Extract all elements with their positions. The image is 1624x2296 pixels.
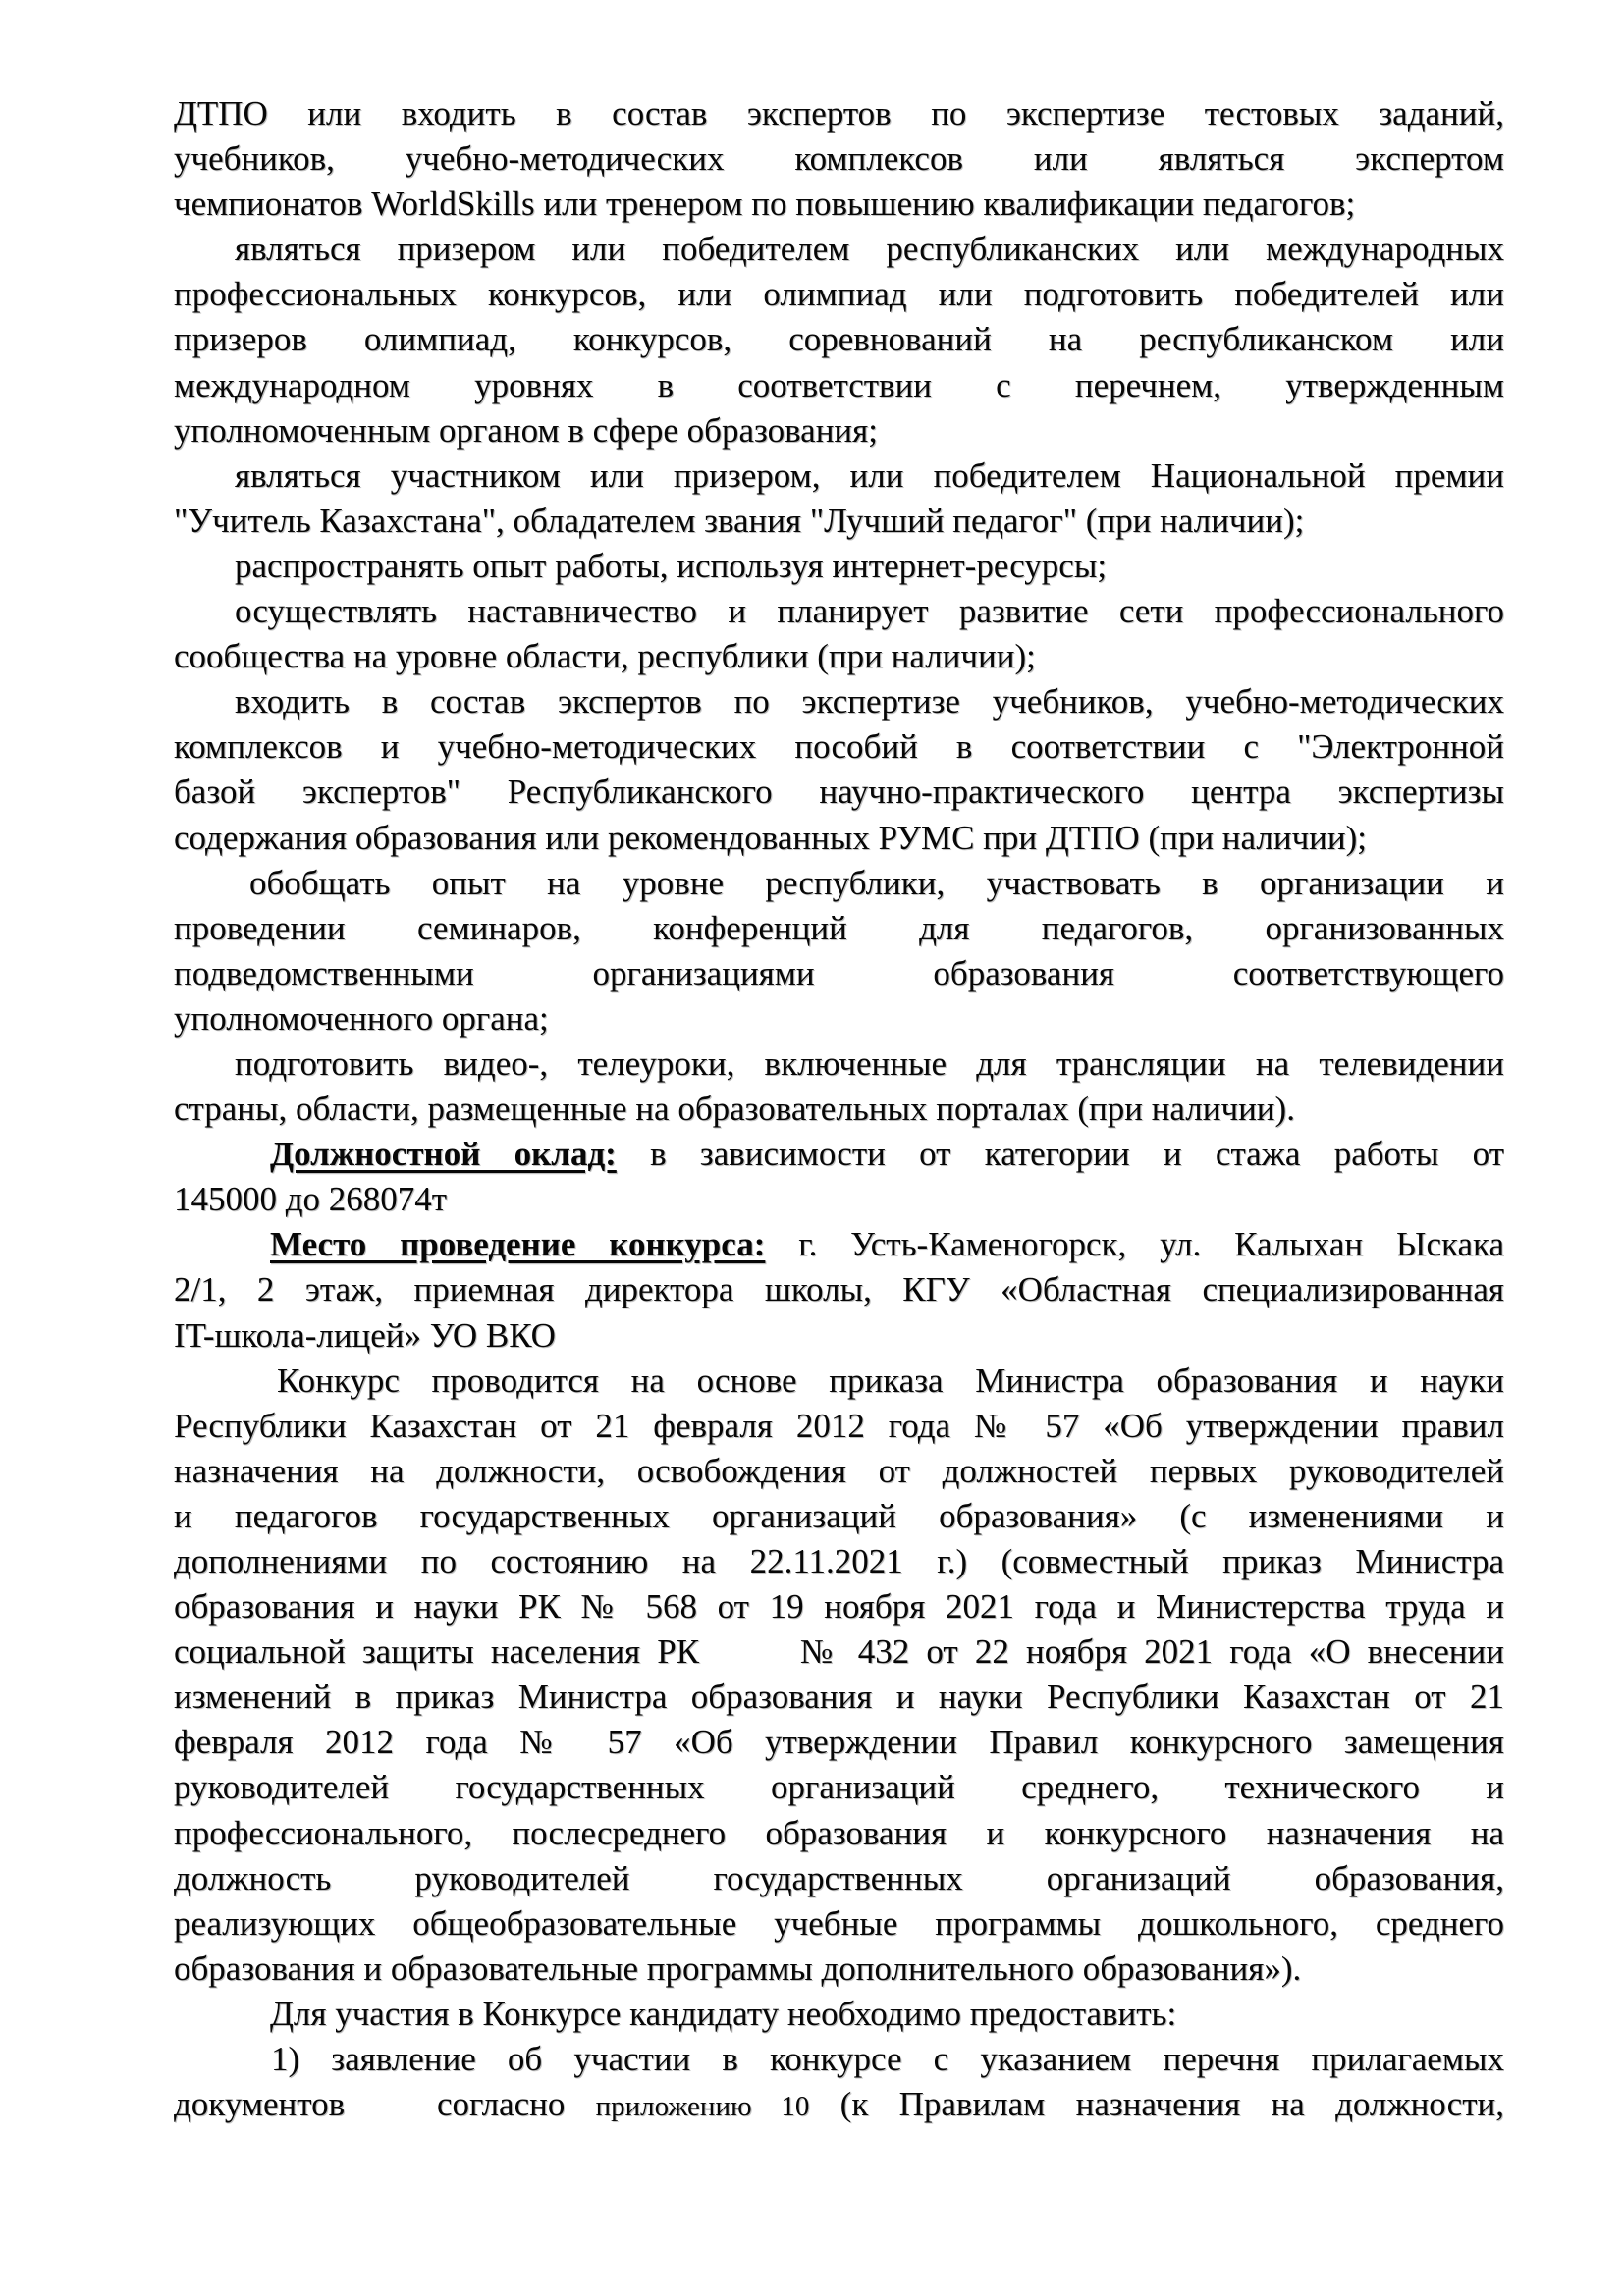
text-line (174, 1675, 1504, 1720)
text-line (174, 816, 1504, 861)
text-segment: являться участником или призером, или победителем Национальной премии (235, 455, 1504, 495)
text-segment: и педагогов государственных организаций образования» (с изменениями и (174, 1496, 1504, 1535)
text-line (174, 91, 1504, 136)
text-line (174, 1539, 1504, 1584)
text-segment: входить в состав экспертов по экспертизе учебников, учебно-методических (235, 682, 1504, 721)
text-segment: (к Правилам назначения на должности, (809, 2085, 1504, 2124)
text-line (174, 1177, 1504, 1222)
text-segment: профессионального, послесреднего образования и конкурсного назначения на (174, 1813, 1504, 1852)
text-segment: должность руководителей государственных организаций образования, (174, 1858, 1504, 1897)
text-segment: базой экспертов" Республиканского научно-практического центра экспертизы (174, 773, 1504, 812)
text-segment: комплексов и учебно-методических пособий в соответствии с "Электронной (174, 727, 1504, 767)
text-segment: подготовить видео-, телеуроки, включенные для трансляции на телевидении (235, 1043, 1504, 1083)
text-segment: страны, области, размещенные на образовательных порталах (при наличии). (174, 1090, 1295, 1129)
text-line (174, 2037, 1504, 2082)
text-segment: 2/1, 2 этаж, приемная директора школы, КГУ «Областная специализированная (174, 1270, 1504, 1309)
text-line (174, 1359, 1504, 1404)
text-segment: призеров олимпиад, конкурсов, соревнований на республиканском или (174, 320, 1504, 359)
text-segment: международном уровнях в соответствии с перечнем, утвержденным (174, 365, 1504, 404)
heading-emphasis: Должностной оклад: (270, 1135, 617, 1174)
text-line (174, 408, 1504, 454)
text-segment: подведомственными организациями образования соответствующего (174, 953, 1504, 992)
text-line (174, 1494, 1504, 1539)
text-line (174, 634, 1504, 679)
text-line (174, 1765, 1504, 1810)
text-line (174, 861, 1504, 906)
text-segment: осуществлять наставничество и планирует развитие сети профессионального (235, 592, 1504, 631)
text-segment: 145000 до 268074т (174, 1180, 448, 1219)
text-line (174, 499, 1504, 544)
text-segment: документов согласно (174, 2085, 596, 2124)
text-line (174, 2082, 1504, 2127)
text-line (174, 906, 1504, 951)
text-segment: являться призером или победителем республиканских или международных (235, 230, 1504, 269)
text-line (174, 1449, 1504, 1494)
text-line (174, 1132, 1504, 1177)
text-line (174, 770, 1504, 815)
text-segment: содержания образования или рекомендованных РУМС при ДТПО (при наличии); (174, 818, 1368, 857)
text-segment: учебников, учебно-методических комплексов или являться экспертом (174, 139, 1504, 179)
text-line (174, 182, 1504, 227)
text-segment: 1) заявление об участии в конкурсе с указанием перечня прилагаемых (271, 2040, 1504, 2079)
text-segment: февраля 2012 года № 57 «Об утверждении Правил конкурсного замещения (174, 1723, 1504, 1762)
text-line (174, 1811, 1504, 1856)
text-segment: социальной защиты населения РК № 432 от 22 ноября 2021 года «О внесении (174, 1632, 1504, 1672)
text-segment: проведении семинаров, конференций для педагогов, организованных (174, 908, 1504, 947)
text-segment: Республики Казахстан от 21 февраля 2012 года № 57 «Об утверждении правил (174, 1406, 1504, 1445)
text-line (174, 951, 1504, 996)
text-segment: чемпионатов WorldSkills или тренером по повышению квалификации педагогов; (174, 185, 1356, 224)
text-line (174, 272, 1504, 317)
text-line (174, 1313, 1504, 1359)
document-text (174, 91, 1504, 2127)
text-segment: уполномоченного органа; (174, 998, 549, 1038)
text-line (174, 1087, 1504, 1132)
text-segment: назначения на должности, освобождения от должностей первых руководителей (174, 1451, 1504, 1490)
text-segment: приложению 10 (595, 2091, 810, 2123)
text-segment: реализующих общеобразовательные учебные программы дошкольного, среднего (174, 1903, 1504, 1943)
text-line (174, 363, 1504, 408)
text-line (174, 317, 1504, 362)
text-segment: распространять опыт работы, используя интернет-ресурсы; (235, 546, 1108, 585)
text-line (174, 1629, 1504, 1675)
text-line (174, 1584, 1504, 1629)
text-line (174, 227, 1504, 272)
text-line (174, 996, 1504, 1041)
text-segment: ДТПО или входить в состав экспертов по экспертизе тестовых заданий, (174, 94, 1504, 133)
text-segment: сообщества на уровне области, республики (при наличии); (174, 637, 1036, 676)
text-line (174, 589, 1504, 634)
text-line (174, 454, 1504, 499)
text-segment: в зависимости от категории и стажа работы от (616, 1135, 1504, 1174)
text-segment: обобщать опыт на уровне республики, участвовать в организации и (249, 863, 1504, 902)
text-line (174, 1947, 1504, 1992)
text-line (174, 136, 1504, 182)
text-line (174, 1856, 1504, 1901)
text-segment: Конкурс проводится на основе приказа Министра образования и науки (277, 1361, 1504, 1400)
text-line (174, 724, 1504, 770)
text-segment: IT-школа-лицей» УО ВКО (174, 1315, 556, 1355)
text-line (174, 1267, 1504, 1312)
text-segment: Для участия в Конкурсе кандидату необходимо предоставить: (270, 1994, 1177, 2033)
text-line (174, 1720, 1504, 1765)
text-segment: изменений в приказ Министра образования и науки Республики Казахстан от 21 (174, 1678, 1504, 1717)
text-segment: г. Усть-Каменогорск, ул. Калыхан Ыскака (765, 1225, 1504, 1264)
text-line (174, 544, 1504, 589)
text-segment: дополнениями по состоянию на 22.11.2021 г.) (совместный приказ Министра (174, 1542, 1504, 1580)
text-line (174, 1992, 1504, 2037)
text-segment: уполномоченным органом в сфере образования; (174, 410, 878, 450)
text-segment: профессиональных конкурсов, или олимпиад или подготовить победителей или (174, 275, 1504, 314)
heading-emphasis: Место проведение конкурса: (270, 1225, 766, 1264)
text-segment: "Учитель Казахстана", обладателем звания "Лучший педагог" (при наличии); (174, 501, 1305, 540)
text-segment: образования и науки РК № 568 от 19 ноября 2021 года и Министерства труда и (174, 1587, 1504, 1627)
text-line (174, 1901, 1504, 1947)
text-segment: руководителей государственных организаций среднего, технического и (174, 1768, 1504, 1807)
text-line (174, 1222, 1504, 1267)
text-line (174, 1041, 1504, 1087)
text-segment: образования и образовательные программы дополнительного образования»). (174, 1949, 1302, 1988)
text-line (174, 1404, 1504, 1449)
text-line (174, 679, 1504, 724)
